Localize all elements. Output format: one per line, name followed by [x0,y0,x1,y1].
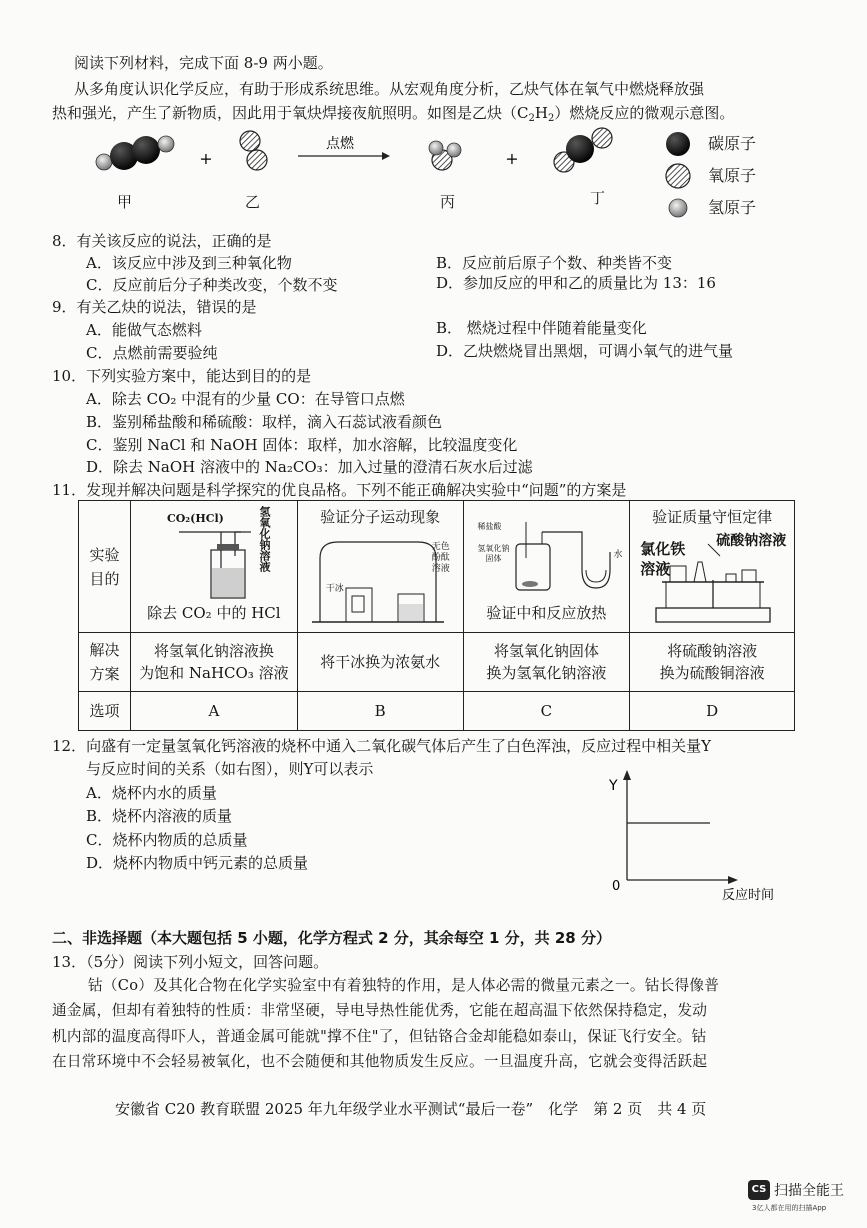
q12-option-a: A．烧杯内水的质量 [86,784,217,802]
passage-line-4: 在日常环境中不会轻易被氧化，也不会随便和其他物质发生反应。一旦温度升高，它就会变得活跃起 [52,1053,708,1070]
molecule-jia [96,136,174,170]
caption-b: 验证分子运动现象 [320,508,441,527]
plus-sign-2: + [505,149,519,168]
q8-option-d: D．参加反应的甲和乙的质量比为 13：16 [436,274,716,292]
y-axis-arrow [623,770,631,780]
label-jia: 甲 [117,193,133,211]
row-header-option: 选项 [79,692,131,731]
origin-label: 0 [612,879,621,894]
label-ding: 丁 [590,189,606,207]
cell-b-option: B [297,692,463,731]
q10-option-b: B．鉴别稀盐酸和稀硫酸：取样，滴入石蕊试液看颜色 [86,413,443,431]
carbon-legend-icon [666,132,690,156]
q12-option-b: B．烧杯内溶液的质量 [86,807,233,825]
fecl3-label-1: 氯化铁 [640,540,686,559]
q9-option-a: A．能做气态燃料 [86,321,202,339]
camscanner-slogan: 3亿人都在用的扫描App [752,1204,827,1212]
naoh-solid-label: 氢氧化钠固体 [477,544,510,564]
cell-b-purpose [297,501,463,633]
q9-stem: 9．有关乙炔的说法，错误的是 [52,298,257,316]
plus-sign-1: + [199,149,213,168]
row-header-solution: 解决方案 [79,633,131,692]
q12-stem-1: 12．向盛有一定量氢氧化钙溶液的烧杯中通入二氧化碳气体后产生了白色浑浊，反应过程中相关量Y [52,737,711,755]
caption-a: 除去 CO₂ 中的 HCl [147,604,281,623]
water-label: 水 [613,550,623,561]
passage-line-1: 钴（Co）及其化合物在化学实验室中有着独特的作用，是人体必需的微量元素之一。钴长得像普 [88,977,720,994]
camscanner-logo-icon: CS [748,1180,770,1200]
q9-option-d: D．乙炔燃烧冒出黑烟，可调小氧气的进气量 [436,342,734,360]
q12-option-d: D．烧杯内物质中钙元素的总质量 [86,854,309,872]
q12-stem-2: 与反应时间的关系（如右图），则Y可以表示 [86,760,374,778]
q9-option-c: C．点燃前需要验纯 [86,344,218,362]
q10-stem: 10．下列实验方案中，能达到目的的是 [52,367,312,385]
cell-b-solution: 将干冰换为浓氨水 [297,633,463,692]
cell-c-solution: 将氢氧化钠固体 换为氢氧化钠溶液 [463,633,630,692]
intro-line-2: 从多角度认识化学反应，有助于形成系统思维。从宏观角度分析，乙炔气体在氧气中燃烧释放强 [74,80,705,98]
q8-option-a: A．该反应中涉及到三种氧化物 [86,254,292,272]
gas-label: CO₂(HCl) [166,512,224,526]
fecl3-label-2: 溶液 [640,560,671,579]
legend-oxygen: 氧原子 [708,166,757,185]
reagent-label: 氢氧化钠溶液 [257,506,271,573]
q13-stem: 13．（5分）阅读下列小短文，回答问题。 [52,953,329,971]
y-axis-label: Y [609,778,618,794]
acid-label: 稀盐酸 [477,522,502,532]
passage-line-3: 机内部的温度高得吓人，普通金属可能就"撑不住"了，但钴铬合金却能稳如泰山，保证飞行安全。钴 [52,1028,707,1045]
x-axis-label: 反应时间 [722,888,775,903]
cell-a-solution: 将氢氧化钠溶液换 为饱和 NaHCO₃ 溶液 [130,633,297,692]
reaction-arrow [298,152,390,160]
q8-stem: 8．有关该反应的说法，正确的是 [52,232,272,250]
cell-a-option: A [130,692,297,731]
cell-d-purpose [630,501,795,633]
na2so4-label: 硫酸钠溶液 [716,533,787,550]
molecule-ding [554,128,612,172]
arrow-condition: 点燃 [326,136,354,152]
page-footer: 安徽省 C20 教育联盟 2025 年九年级学业水平测试“最后一卷” 化学 第 2 页 共 4 页 [115,1100,707,1118]
q10-option-c: C．鉴别 NaCl 和 NaOH 固体：取样，加水溶解，比较温度变化 [86,436,518,454]
q8-option-b: B．反应前后原子个数、种类皆不变 [436,254,673,272]
legend-carbon: 碳原子 [708,134,757,153]
cell-d-solution: 将硫酸钠溶液 换为硫酸铜溶液 [630,633,795,692]
camscanner-app-name: 扫描全能王 [774,1183,844,1199]
cell-a-purpose [130,501,297,633]
intro-line-3: 热和强光，产生了新物质，因此用于氧炔焊接夜航照明。如图是乙炔$(C_2H_2)$燃烧反应的微观示意图。 [52,104,735,124]
q11-stem: 11．发现并解决问题是科学探究的优良品格。下列不能正确解决实验中“问题”的方案是 [52,481,627,499]
q10-option-a: A．除去 CO₂ 中混有的少量 CO：在导管口点燃 [86,390,405,408]
cell-d-option: D [630,692,795,731]
legend-hydrogen: 氢原子 [708,198,757,217]
caption-d: 验证质量守恒定律 [652,508,773,527]
q12-option-c: C．烧杯内物质的总质量 [86,831,248,849]
phenolphthalein-label: 无色酚酞溶液 [431,542,450,575]
hydrogen-legend-icon [669,199,687,217]
molecule-yi [240,131,267,170]
x-axis-arrow [728,876,738,884]
label-bing: 丙 [440,193,456,211]
q8-option-c: C．反应前后分子种类改变，个数不变 [86,276,338,294]
legend [666,132,690,217]
cell-c-option: C [463,692,630,731]
q12-graph [600,768,800,903]
section2-heading: 二、非选择题（本大题包括 5 小题，化学方程式 2 分，其余每空 1 分，共 28 分） [52,929,611,947]
intro-line-1: 阅读下列材料，完成下面 8-9 两小题。 [74,54,333,72]
oxygen-legend-icon [666,164,690,188]
q10-option-d: D．除去 NaOH 溶液中的 Na₂CO₃：加入过量的澄清石灰水后过滤 [86,458,533,476]
caption-c: 验证中和反应放热 [486,604,607,623]
q9-option-b: B． 燃烧过程中伴随着能量变化 [436,319,647,337]
molecule-bing [429,141,461,170]
row-header-purpose: 实验目的 [79,501,131,633]
cell-c-purpose [463,501,630,633]
q11-table [78,500,795,731]
label-yi: 乙 [245,193,261,211]
passage-line-2: 通金属，但却有着独特的性质：非常坚硬，导电导热性能优秀，它能在超高温下依然保持稳定，发动 [52,1002,708,1019]
dry-ice-label: 干冰 [325,584,344,595]
